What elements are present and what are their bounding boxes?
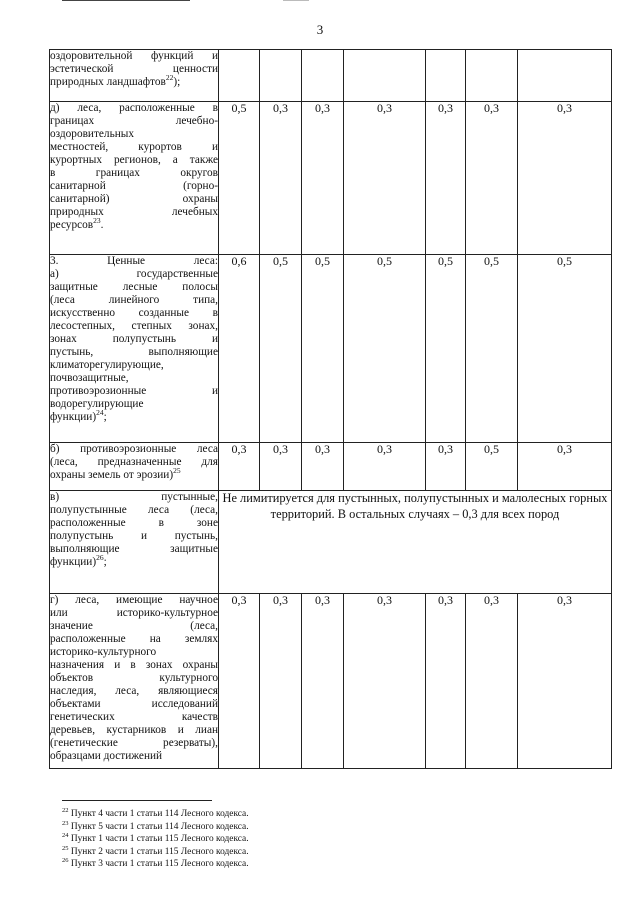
value-cell: 0,3 — [426, 594, 466, 769]
description-line: (леса, предназначенные для — [50, 456, 218, 468]
description-line-wrap — [50, 553, 218, 569]
value-cell: 0,3 — [302, 102, 344, 255]
value-cell — [466, 50, 518, 102]
footnote-text: Пункт 1 части 1 статьи 115 Лесного кодекса. — [70, 834, 249, 845]
description-tail: ; — [103, 556, 107, 568]
row-description — [50, 443, 219, 491]
footnote — [62, 808, 249, 821]
description-line: д) леса, расположенные в — [50, 102, 218, 114]
footnote-text: Пункт 3 части 1 статьи 115 Лесного кодекса. — [70, 859, 249, 870]
description-line: выполняющие защитные — [50, 543, 218, 555]
description-line: водорегулирующие — [50, 398, 144, 410]
value-cell: 0,3 — [260, 594, 302, 769]
footnote-ref: 23 — [93, 216, 101, 226]
description-line: наследия, леса, являющиеся — [50, 685, 218, 697]
footnote-text: Пункт 4 части 1 статьи 114 Лесного кодекса. — [70, 809, 249, 819]
value-cell: 0,3 — [302, 594, 344, 769]
value-cell: 0,5 — [426, 255, 466, 443]
description-line: природных лечебных — [50, 206, 218, 218]
description-line: эстетической ценности — [50, 63, 218, 75]
value-cell: 0,5 — [518, 255, 612, 443]
description-line: климаторегулирующие, — [50, 359, 164, 371]
row-description — [50, 491, 219, 594]
description-tail: ); — [173, 76, 181, 88]
table-row — [50, 594, 612, 769]
footnote-ref: 25 — [173, 466, 181, 476]
footnotes — [62, 808, 249, 871]
value-cell: 0,3 — [344, 102, 426, 255]
top-rule — [62, 0, 190, 1]
value-cell: 0,5 — [344, 255, 426, 443]
description-line: в) пустынные, — [50, 491, 218, 503]
table-row — [50, 443, 612, 491]
value-cell — [260, 50, 302, 102]
description-line: зонах полупустынь и — [50, 333, 218, 345]
description-line: ресурсов — [50, 219, 94, 231]
description-line: санитарной (горно- — [50, 180, 218, 192]
value-cell: 0,5 — [260, 255, 302, 443]
table-row — [50, 491, 612, 594]
footnote-number: 24 — [62, 832, 69, 840]
description-line: б) противоэрозионные леса — [50, 443, 218, 455]
value-cell: 0,3 — [426, 443, 466, 491]
footnote-ref: 26 — [96, 553, 104, 563]
description-line-wrap — [50, 750, 218, 763]
description-line-wrap — [50, 466, 218, 482]
description-line: лесостепных, степных зонах, — [50, 320, 218, 332]
description-line: местностей, курортов и — [50, 141, 218, 153]
value-cell: 0,5 — [219, 102, 260, 255]
description-line-wrap — [50, 216, 218, 232]
description-line: значение (леса, — [50, 620, 218, 632]
description-line: курортных регионов, а также — [50, 154, 218, 166]
value-cell: 0,5 — [302, 255, 344, 443]
description-line: или историко-культурное — [50, 607, 218, 619]
row-note: Не лимитируется для пустынных, полупустынных и малолесных горных территорий. В остальных случаях – 0,3 для всех пород — [219, 491, 612, 594]
value-cell: 0,3 — [466, 102, 518, 255]
row-description — [50, 594, 219, 769]
value-cell — [302, 50, 344, 102]
value-cell — [518, 50, 612, 102]
footnote-number: 25 — [62, 844, 69, 852]
table-row — [50, 102, 612, 255]
value-cell: 0,5 — [466, 255, 518, 443]
footnote-separator — [62, 800, 212, 801]
description-line: в границах округов — [50, 167, 218, 179]
value-cell: 0,3 — [344, 594, 426, 769]
table-row — [50, 255, 612, 443]
value-cell: 0,3 — [518, 443, 612, 491]
value-cell: 0,3 — [344, 443, 426, 491]
description-line: функции) — [50, 556, 97, 568]
value-cell: 0,3 — [518, 594, 612, 769]
description-line: генетических качеств — [50, 711, 218, 723]
description-line: искусственно созданные в — [50, 307, 218, 319]
value-cell — [426, 50, 466, 102]
footnote-ref: 22 — [165, 73, 174, 83]
description-line: расположенные на землях — [50, 633, 218, 645]
description-line: (леса линейного типа, — [50, 294, 218, 306]
description-line: образцами достижений — [50, 750, 163, 762]
description-line: (генетические резерваты), — [50, 737, 218, 749]
table-body — [50, 50, 612, 769]
description-line-wrap — [50, 408, 218, 424]
description-line: расположенные в зоне — [50, 517, 218, 529]
value-cell: 0,3 — [518, 102, 612, 255]
description-line: почвозащитные, — [50, 372, 129, 384]
description-line: защитные лесные полосы — [50, 281, 218, 293]
value-cell: 0,6 — [219, 255, 260, 443]
value-cell: 0,3 — [426, 102, 466, 255]
description-line: а) государственные — [50, 268, 218, 280]
row-description — [50, 102, 219, 255]
description-line: назначения и в зонах охраны — [50, 659, 218, 671]
footnote — [62, 846, 249, 859]
description-line: границах лечебно- — [50, 115, 218, 127]
description-line: деревьев, кустарников и лиан — [50, 724, 218, 736]
description-line: объектов культурного — [50, 672, 218, 684]
value-cell: 0,5 — [466, 443, 518, 491]
description-line: г) леса, имеющие научное — [50, 594, 218, 606]
value-cell — [219, 50, 260, 102]
footnote-number: 26 — [62, 857, 69, 865]
row-description — [50, 255, 219, 443]
table-row — [50, 50, 612, 102]
description-tail: ; — [103, 411, 107, 423]
description-line: полупустынь и пустынь, — [50, 530, 218, 542]
footnote — [62, 833, 249, 846]
description-line: пустынь, выполняющие — [50, 346, 218, 358]
value-cell: 0,3 — [219, 443, 260, 491]
description-line: оздоровительной функций и — [50, 50, 218, 62]
row-description — [50, 50, 219, 102]
value-cell — [344, 50, 426, 102]
footnote-number: 23 — [62, 819, 69, 827]
description-line: противоэрозионные и — [50, 385, 218, 397]
description-line: 3. Ценные леса: — [50, 255, 218, 267]
value-cell: 0,3 — [260, 102, 302, 255]
value-cell: 0,3 — [260, 443, 302, 491]
description-line: оздоровительных — [50, 128, 135, 140]
footnote-text: Пункт 5 части 1 статьи 114 Лесного кодекса. — [70, 821, 249, 832]
top-header-fragment — [283, 0, 309, 1]
page-number: 3 — [316, 22, 324, 37]
forest-rates-table — [49, 49, 612, 769]
description-tail: . — [100, 219, 104, 231]
description-line: функции) — [50, 411, 97, 423]
description-line: охраны земель от эрозии) — [50, 469, 174, 481]
description-line: историко-культурного — [50, 646, 157, 658]
description-line: полупустынные леса (леса, — [50, 504, 218, 516]
footnote-text: Пункт 2 части 1 статьи 115 Лесного кодекса. — [70, 846, 249, 857]
value-cell: 0,3 — [466, 594, 518, 769]
value-cell: 0,3 — [219, 594, 260, 769]
footnote — [62, 858, 249, 871]
description-line: объектами исследований — [50, 698, 218, 710]
description-line-wrap — [50, 73, 218, 89]
description-line: санитарной) охраны — [50, 193, 218, 205]
description-line: природных ландшафтов — [50, 76, 166, 88]
footnote-number: 22 — [62, 806, 69, 814]
footnote — [62, 821, 249, 834]
value-cell: 0,3 — [302, 443, 344, 491]
footnote-ref: 24 — [96, 408, 104, 418]
